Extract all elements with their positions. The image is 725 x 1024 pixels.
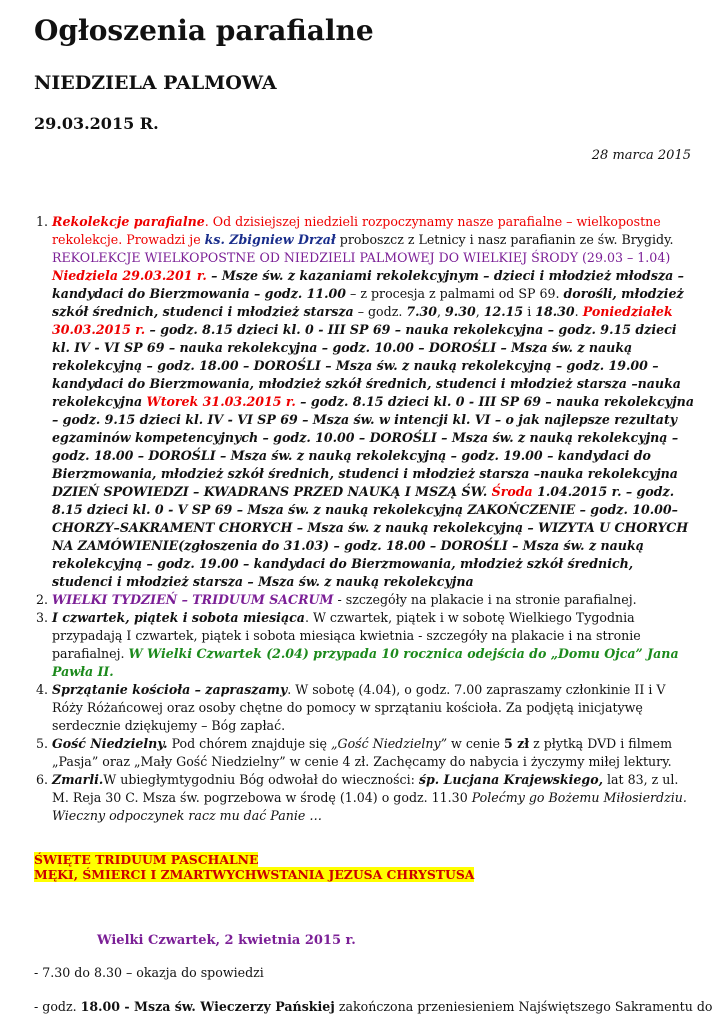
retreat-intro: . Od dzisiejszej niedzieli rozpoczynamy nasze parafialne – wielkopostne rekolekcje. Prowadzi je [52,214,661,247]
last-supper-mass: 18.00 - Msza św. Wieczerzy Pańskiej [80,999,335,1014]
sep-1: , [437,304,446,319]
sunday-godz: – godz. [353,304,407,319]
sep-4: . [574,304,583,319]
gosc-text-1: Pod chórem znajduje się [167,736,331,751]
triduum-line-2: MĘKI, ŚMIERCI I ZMARTWYCHWSTANIA JEZUSA CHRYSTUSA [34,867,475,882]
hour-0930: 9.30 [445,304,476,319]
gosc-price: 5 zł [503,736,530,751]
announcement-item-5 [52,735,697,771]
retreat-leader-info: proboszcz z Letnicy i nasz parafianin ze św. Brygidy. [335,232,674,247]
sunday-schedule: – Msze św. z kazaniami rekolekcyjnym – dzieci i młodzież młodsza – kandydaci do Bierzmowania – godz. 11.00 [52,268,684,301]
holy-thursday-heading: Wielki Czwartek, 2 kwietnia 2015 r. [97,933,356,948]
deceased-text-2: lat 83, z ul. M. Reja 30 C. Msza św. pogrzebowa w środę (1.04) o godz. 11.30 [52,772,679,805]
sunday-adults: dorośli, młodzież szkół średnich, studenci i młodzież starsza [52,286,684,319]
tuesday-schedule: – godz. 8.15 dzieci kl. 0 - III SP 69 – nauka rekolekcyjna – godz. 9.15 dzieci kl. IV - VI SP 69 – Msza św. w intencji kl. VI – o jak najlepsze rezultaty egzaminów kompetencyjnych – godz. 10.00 – DOROŚLI – Msza św. z nauką rekolekcyjną – godz. 18.00 – DOROŚLI – Msza św. z nauką rekolekcyjną – godz. 19.00 – kandydaci do Bierzmowania, młodzież szkół średnich, studenci i młodzież starsza –nauka rekolekcyjna DZIEŃ SPOWIEDZI – KWADRANS PRZED NAUKĄ I MSZĄ ŚW. [52,394,694,499]
announcement-item-3 [52,609,697,681]
hour-0730: 7.30 [406,304,438,319]
last-supper-rest: zakończona przeniesieniem Najświętszego Sakramentu do [334,999,713,1014]
deceased-text-1: W ubiegłymtygodniu Bóg odwołał do wieczności: [103,772,419,787]
cleaning-text: . W sobotę (4.04), o godz. 7.00 zapraszamy członkinie II i V Róży Różańcowej oraz osoby chętne do pomocy w sprzątaniu kościoła. Za podjętą inicjatywę serdecznie dziękujemy – Bóg zapłać. [52,682,666,733]
triduum-line-1: ŚWIĘTE TRIDUUM PASCHALNE [34,852,259,867]
gosc-text-3: z płytką DVD i filmem „Pasja” oraz „Mały Gość Niedzielny” w cenie 4 zł. Zachęcamy do nabycia i życzymy miłej lektury. [52,736,673,769]
sep-2: , [475,304,484,319]
first-days-text: . W czwartek, piątek i w sobotę Wielkiego Tygodnia przypadają I czwartek, piątek i sobota miesiąca kwietnia - szczegóły na plakacie i na stronie parafialnej. [52,610,641,661]
holy-week-title: WIELKI TYDZIEŃ – TRIDUUM SACRUM [52,592,334,607]
sep-3: i [523,304,536,319]
gosc-text-2: w cenie [447,736,504,751]
confession-line: - 7.30 do 8.30 – okazja do spowiedzi [34,965,264,980]
gosc-title: Gość Niedzielny. [52,736,168,751]
announcement-item-4 [52,681,697,735]
sunday-date: 29.03.2015 R. [34,114,159,133]
day-monday: Poniedziałek 30.03.2015 r. [52,304,673,337]
hour-1830: 18.30 [535,304,575,319]
day-tuesday: Wtorek 31.03.2015 r. [146,394,296,409]
retreat-banner: REKOLEKCJE WIELKOPOSTNE OD NIEDZIELI PALMOWEJ DO WIELKIEJ ŚRODY (29.03 – 1.04) [52,250,671,265]
posted-date: 28 marca 2015 [591,148,691,163]
day-wednesday: Środa [491,484,533,499]
last-supper-line [34,999,713,1014]
day-sunday: Niedziela 29.03.201 r. [52,268,207,283]
announcements-list [52,213,697,825]
announcement-item-2 [52,591,697,609]
retreat-title: Rekolekcje parafialne [52,214,205,229]
monday-schedule: – godz. 8.15 dzieci kl. 0 - III SP 69 – nauka rekolekcyjna – godz. 9.15 dzieci kl. IV - VI SP 69 – nauka rekolekcyjna – godz. 10.00 – DOROŚLI – Msza św. z nauką rekolekcyjną – godz. 18.00 – DOROŚLI – Msza św. z nauką rekolekcyjną – godz. 19.00 – kandydaci do Bierzmowania, młodzież szkół średnich, studenci i młodzież starsza –nauka rekolekcyjna [52,322,681,409]
deceased-title: Zmarli. [52,772,104,787]
first-days-title: I czwartek, piątek i sobota miesiąca [52,610,305,625]
last-supper-prefix: - godz. [34,999,81,1014]
triduum-heading [34,852,474,882]
deceased-name: śp. Lucjana Krajewskiego, [418,772,604,787]
jp2-anniversary: W Wielki Czwartek (2.04) przypada 10 rocznica odejścia do „Domu Ojca” Jana Pawła II. [52,646,679,679]
holy-week-text: - szczegóły na plakacie i na stronie parafialnej. [333,592,637,607]
announcement-item-1 [52,213,697,591]
retreat-leader: ks. Zbigniew Drzał [204,232,336,247]
announcement-item-6 [52,771,697,825]
hour-1215: 12.15 [483,304,524,319]
wednesday-schedule: 1.04.2015 r. – godz. 8.15 dzieci kl. 0 - V SP 69 – Msza św. z nauką rekolekcyjną ZAKOŃCZENIE – godz. 10.00–CHORZY–SAKRAMENT CHORYCH – Msza św. z nauką rekolekcyjną – WIZYTA U CHORYCH NA ZAMÓWIENIE(zgłoszenia do 31.03) – godz. 18.00 – DOROŚLI – Msza św. z nauką rekolekcyjną – godz. 19.00 – kandydaci do Bierzmowania, młodzież szkół średnich, studenci i młodzież starsza – Msza św. z nauką rekolekcyjna [52,484,689,589]
sunday-procession: – z procesja z palmami od SP 69. [346,286,564,301]
page-subtitle: NIEDZIELA PALMOWA [34,72,277,94]
page-title: Ogłoszenia parafialne [34,14,374,47]
deceased-prayer: Polećmy go Bożemu Miłosierdziu. Wieczny odpoczynek racz mu dać Panie … [52,790,687,823]
gosc-name: „Gość Niedzielny” [330,736,448,751]
cleaning-title: Sprzątanie kościoła – zapraszamy [52,682,288,697]
